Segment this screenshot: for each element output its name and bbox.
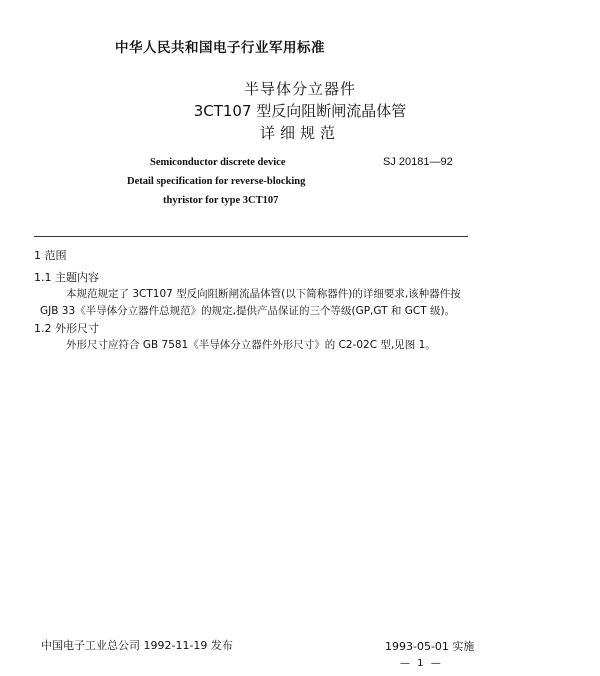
effective-date-line: 1993-05-01 实施 xyxy=(385,640,475,653)
english-title-line-2: Detail specification for reverse-blocking xyxy=(127,176,306,187)
section-1-2-heading: 1.2 外形尺寸 xyxy=(34,322,99,335)
issuer-line: 中华人民共和国电子行业军用标准 xyxy=(115,40,325,56)
header-divider xyxy=(34,236,468,237)
section-1-heading: 1 范围 xyxy=(34,249,67,262)
title-line-2: 3CT107 型反向阻断闸流晶体管 xyxy=(193,102,407,120)
section-1-1-paragraph-line-2: GJB 33《半导体分立器件总规范》的规定,提供产品保证的三个等级(GP,GT 和 GCT 级)。 xyxy=(40,305,456,317)
section-1-1-paragraph-line-1: 本规范规定了 3CT107 型反向阻断闸流晶体管(以下简称器件)的详细要求,该种器件按 xyxy=(66,288,461,300)
english-title-line-1: Semiconductor discrete device xyxy=(150,157,286,168)
page-number: — 1 — xyxy=(400,658,443,669)
standard-number: SJ 20181—92 xyxy=(383,156,453,168)
section-1-2-paragraph: 外形尺寸应符合 GB 7581《半导体分立器件外形尺寸》的 C2-02C 型,见图 1。 xyxy=(66,339,436,351)
title-line-1: 半导体分立器件 xyxy=(243,80,356,98)
section-1-1-heading: 1.1 主题内容 xyxy=(34,271,99,284)
english-title-line-3: thyristor for type 3CT107 xyxy=(163,195,279,206)
issue-date-line: 中国电子工业总公司 1992-11-19 发布 xyxy=(41,639,233,652)
title-line-3: 详细规范 xyxy=(259,124,340,142)
